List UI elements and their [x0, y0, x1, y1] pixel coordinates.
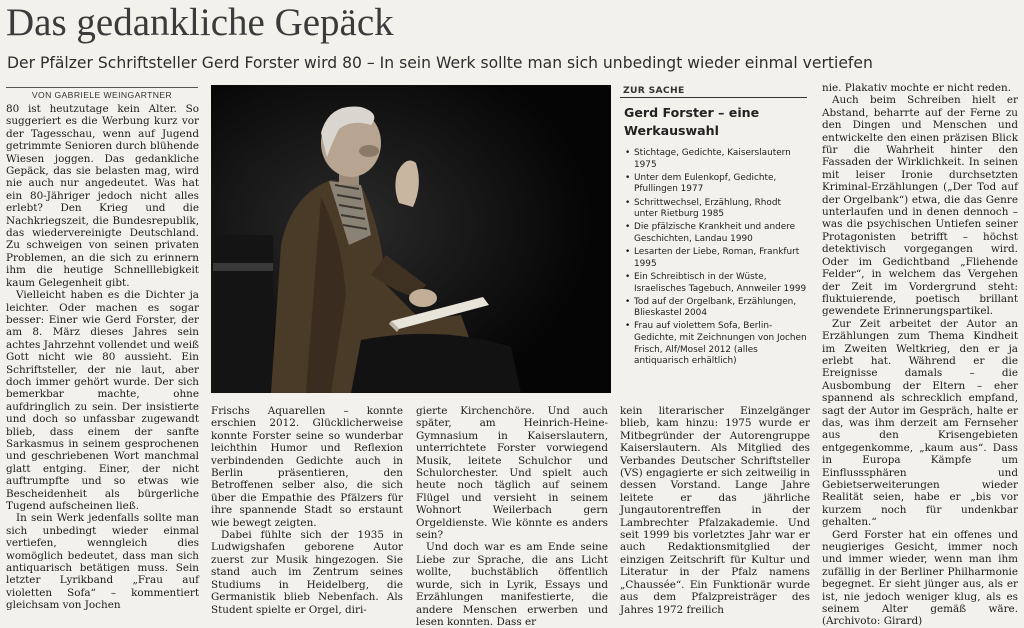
- paragraph: kein literarischer Einzelgänger blieb, kam hinzu: 1975 wurde er Mitbegründer der Autorengruppe Kaiserslautern. Als Mitglied des Verbandes Deutscher Schriftsteller (VS) engagierte er sich zeitweilig in dessen Vorstand. Lange Jahre leitete er das jährliche Jungautorentreffen in der Lambrechter Pfalzakademie. Und seit 1999 bis vorletztes Jahr war er auch Redaktionsmitglied der einzigen Zeitschrift für Kultur und Literatur in der Pfalz namens „Chaussée“. Ein Funktionär wurde aus dem Pfalzpreisträger des Jahres 1972 freilich: [620, 405, 810, 616]
- subheadline: Der Pfälzer Schriftsteller Gerd Forster wird 80 – In sein Werk sollte man sich unbedingt wieder einmal vertiefen: [7, 54, 873, 72]
- list-item: • Unter dem Eulenkopf, Gedichte, Pfullingen 1977: [625, 172, 777, 195]
- list-item: • Ein Schreibtisch in der Wüste, Israelisches Tagebuch, Annweiler 1999: [625, 271, 807, 294]
- paragraph: gierte Kirchenchöre. Und auch später, am Heinrich-Heine-Gymnasium in Kaiserslautern, unterrichtete Forster vorwiegend Musik, leitete Schulchor und Schulorchester. Und spielt auch heute noch täglich auf seinem Flügel und versieht in seinem Wohnort Weilerbach gern Orgeldienste. Wie könnte es anders sein?: [416, 405, 608, 542]
- list-item: • Lesarten der Liebe, Roman, Frankfurt 1995: [625, 247, 800, 269]
- author-photo: [211, 85, 611, 393]
- sidebar-label: ZUR SACHE: [620, 85, 807, 98]
- bullet-icon: •: [625, 296, 631, 307]
- list-item: • Schrittwechsel, Erzählung, Rhodt unter Rietburg 1985: [625, 197, 781, 220]
- bullet-icon: •: [625, 222, 631, 233]
- bullet-icon: •: [625, 172, 631, 183]
- paragraph: Auch beim Schreiben hielt er Abstand, beharrte auf der Ferne zu den Dingen und Menschen und entwickelte den einen präzisen Blick für die Wahrheit hinter den Fassaden der Wirklichkeit. In seinen mit leiser Ironie durchsetzten Kriminal-Erzählungen („Der Tod auf der Orgelbank“) etwa, die das Genre unterlaufen und in denen dennoch – was die psychischen Untiefen seiner Protagonisten betrifft – höchst detektivisch vorgegangen wird. Oder im Gedichtband „Fliehende Felder“, in welchem das Vergehen der Zeit im Vordergrund steht: fluktuierende, poetisch brillant gewendete Erinnerungspartikel.: [822, 94, 1018, 318]
- bullet-icon: •: [625, 247, 631, 258]
- article-column-3: [416, 405, 608, 628]
- paragraph: Zur Zeit arbeitet der Autor an Erzählungen zum Thema Kindheit im Zweiten Weltkrieg, den er ja erlebt hat. Während er die Ereignisse damals – die Ausbombung der Eltern – eher spannend als schrecklich empfand, sagt der Autor im Gespräch, halte er das, was ihm derzeit am Fernseher aus den Krisengebieten entgegenkomme, „kaum aus“. Dass in Europa Kämpfe um Einflusssphären und Gebietserweiterungen wieder Realität seien, habe er „bis vor kurzem noch für undenkbar gehalten.“: [822, 317, 1018, 529]
- article-column-2: [211, 405, 403, 616]
- paragraph: nie. Plakativ mochte er nicht reden.: [822, 82, 1012, 94]
- headline: Das gedankliche Gepäck: [6, 1, 394, 44]
- article-column-1: [6, 103, 199, 612]
- sidebar-title: Gerd Forster – eine Werkauswahl: [624, 105, 760, 138]
- byline: VON GABRIELE WEINGARTNER: [6, 87, 198, 100]
- list-item: • Frau auf violettem Sofa, Berlin-Gedichte, mit Zeichnungen von Jochen Frisch, Alf/Mosel 2012 (alles antiquarisch erhältlich): [625, 321, 807, 367]
- works-sidebar: [620, 85, 807, 397]
- bullet-icon: •: [625, 271, 631, 282]
- paragraph: 80 ist heutzutage kein Alter. So suggeriert es die Werbung kurz vor der Tagesschau, wenn auf Jugend getrimmte Senioren durch blühende Wiesen joggen. Das gedankliche Gepäck, das sie belasten mag, wird nie auch nur angedeutet. Was hat ein 80-Jähriger jedoch nicht alles erlebt? Den Krieg und die Nachkriegszeit, die Bundesrepublik, das wiedervereinigte Deutschland. Zu schweigen von seinen privaten Problemen, an die sich zu erinnern ihm die heutige Schnelllebigkeit kaum Gelegenheit gibt.: [6, 103, 199, 289]
- article-column-4: [620, 405, 810, 616]
- bullet-icon: •: [625, 321, 631, 332]
- list-item: • Tod auf der Orgelbank, Erzählungen, Blieskastel 2004: [625, 296, 797, 319]
- paragraph: Frischs Aquarellen – konnte erschien 2012. Glücklicherweise konnte Forster seine so wunderbar leichthin Humor und Reflexion verbindenden Gedichte auch in Berlin präsentieren, den Betroffenen selber also, die sich über die Empathie des Pfälzers für ihre spannende Stadt so erstaunt wie bewegt zeigten.: [211, 405, 403, 529]
- bullet-icon: •: [625, 148, 631, 158]
- paragraph: Vielleicht haben es die Dichter ja leichter. Oder machen es sogar besser: Einer wie Gerd Forster, der am 8. März dieses Jahres sein achtes Jahrzehnt vollendet und weiß Gott nicht wie 80 aussieht. Ein Schriftsteller, der nie laut, aber doch immer gehört wurde. Der sich bemerkbar machte, ohne aufdringlich zu sein. Der insistierte und doch so unfassbar zugewandt blieb, dass einem der sanfte Sarkasmus in seinem gesprochenen und geschriebenen Wort manchmal glatt entging. Einer, der nicht auftrumpfte und so etwas wie Bescheidenheit als bürgerliche Tugend aufscheinen ließ.: [6, 289, 199, 512]
- paragraph: Und doch war es am Ende seine Liebe zur Sprache, die ans Licht wollte, buchstäblich öffentlich wurde, sich in Lyrik, Essays und Erzählungen manifestierte, die andere Menschen erwerben und lesen konnten. Dass er: [416, 541, 608, 628]
- bullet-icon: •: [625, 197, 631, 208]
- paragraph: Gerd Forster hat ein offenes und neugieriges Gesicht, immer noch und immer wieder, wenn man ihm zufällig in der Berliner Philharmonie begegnet. Er sieht jünger aus, als er ist, nie jedoch weniger klug, als es seinem Alter gemäß wäre. (Archivoto: Girard): [822, 528, 1018, 628]
- works-list: [620, 148, 807, 368]
- list-item: • Die pfälzische Krankheit und andere Geschichten, Landau 1990: [625, 222, 796, 244]
- article-column-5: [822, 82, 1018, 628]
- portrait-photo-icon: [211, 85, 611, 393]
- list-item: • Stichtage, Gedichte, Kaiserslautern 1975: [625, 148, 791, 170]
- paragraph: In sein Werk jedenfalls sollte man sich unbedingt wieder einmal vertiefen, wenngleich dies womöglich bedeutet, dass man sich antiquarisch betätigen muss. Sein letzter Lyrikband „Frau auf violetten Sofa“ – kommentiert gleichsam von Jochen: [6, 512, 199, 612]
- paragraph: Dabei fühlte sich der 1935 in Ludwigshafen geborene Autor zuerst zur Musik hingezogen. Sie stand auch im Zentrum seines Studiums in Heidelberg, die Germanistik blieb Nebenfach. Als Student spielte er Orgel, diri-: [211, 529, 403, 616]
